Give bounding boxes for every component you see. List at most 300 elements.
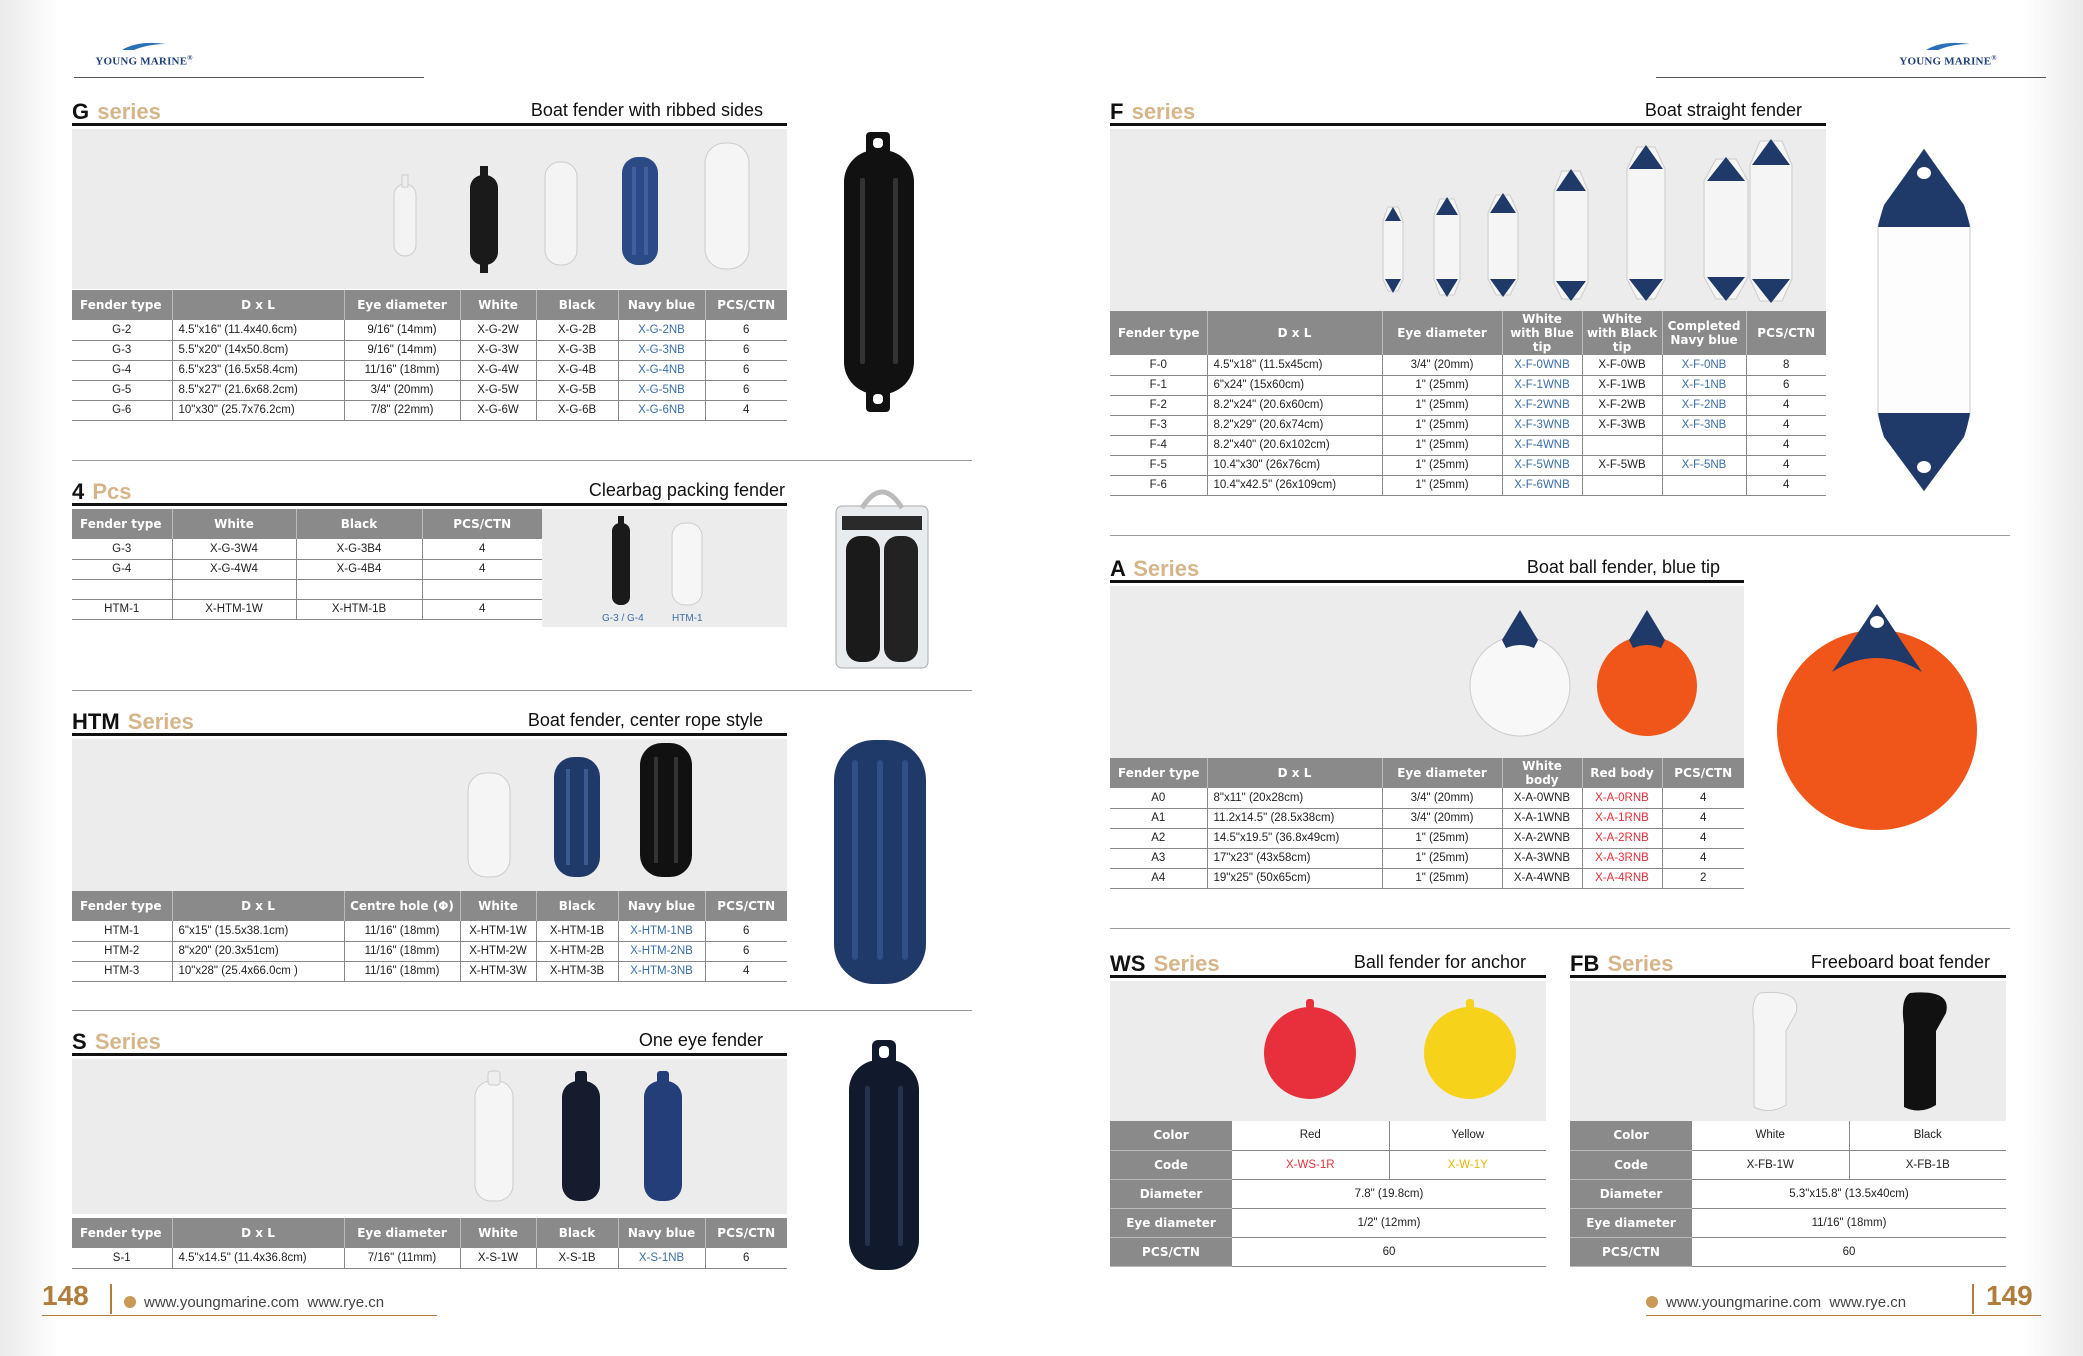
pcs4-header bbox=[72, 476, 787, 506]
cell bbox=[1582, 435, 1662, 455]
cell: 11/16" (18mm) bbox=[344, 941, 460, 961]
cell: X-F-2NB bbox=[1662, 395, 1746, 415]
cell: X-F-5WNB bbox=[1502, 455, 1582, 475]
g-series-table bbox=[72, 290, 787, 421]
series-code: FB bbox=[1570, 951, 1600, 976]
ball-fender-white-image bbox=[1470, 610, 1570, 736]
cell: G-3 bbox=[72, 539, 172, 559]
series-title: Freeboard boat fender bbox=[1810, 952, 1990, 972]
cell: 3/4" (20mm) bbox=[344, 380, 460, 400]
cell: G-5 bbox=[72, 380, 172, 400]
table-row bbox=[72, 380, 787, 400]
cell: X-S-1W bbox=[460, 1248, 536, 1268]
col-header: Navy blue bbox=[618, 891, 705, 921]
cell: 4.5"x14.5" (11.4x36.8cm) bbox=[172, 1248, 344, 1268]
fender-black-image bbox=[470, 166, 498, 273]
col-header: D x L bbox=[1207, 311, 1382, 355]
cell bbox=[1662, 475, 1746, 495]
col-header: Navy blue bbox=[618, 1218, 705, 1248]
cell bbox=[72, 579, 172, 599]
table-header-row bbox=[72, 891, 787, 921]
footer-url-left[interactable] bbox=[124, 1294, 384, 1311]
cell: A4 bbox=[1110, 868, 1207, 888]
cell: 6 bbox=[705, 340, 787, 360]
cell: 4 bbox=[422, 539, 542, 559]
cell: HTM-1 bbox=[72, 599, 172, 619]
freeboard-fender-white-image bbox=[1753, 992, 1797, 1110]
series-title: Boat fender, center rope style bbox=[527, 710, 763, 730]
table-row bbox=[1110, 355, 1826, 375]
fb-fender-images bbox=[1570, 981, 2006, 1121]
col-header: Black bbox=[536, 891, 618, 921]
cell: X-HTM-1B bbox=[296, 599, 422, 619]
cell: X-HTM-3W bbox=[460, 961, 536, 981]
cell: X-HTM-2B bbox=[536, 941, 618, 961]
cell bbox=[172, 579, 296, 599]
cell: 5.3"x15.8" (13.5x40cm) bbox=[1692, 1179, 2006, 1208]
cell: 6"x24" (15x60cm) bbox=[1207, 375, 1382, 395]
cell: 6 bbox=[705, 1248, 787, 1268]
cell: 7/16" (11mm) bbox=[344, 1248, 460, 1268]
s-fender-images bbox=[72, 1059, 787, 1214]
table-row bbox=[72, 921, 787, 941]
col-header: D x L bbox=[172, 290, 344, 320]
table-row bbox=[1110, 395, 1826, 415]
series-title: Boat ball fender, blue tip bbox=[1526, 557, 1720, 577]
cell bbox=[1662, 435, 1746, 455]
cell: 4 bbox=[1662, 848, 1744, 868]
col-header: Eye diameter bbox=[344, 1218, 460, 1248]
cell: X-F-0WB bbox=[1582, 355, 1662, 375]
cell: 11/16" (18mm) bbox=[344, 921, 460, 941]
col-header: Completed Navy blue bbox=[1662, 311, 1746, 355]
fender-navy-image bbox=[644, 1071, 682, 1201]
col-header: D x L bbox=[172, 891, 344, 921]
table-row bbox=[1110, 868, 1744, 888]
cell: HTM-2 bbox=[72, 941, 172, 961]
cell bbox=[1582, 475, 1662, 495]
cell: 17"x23" (43x58cm) bbox=[1207, 848, 1382, 868]
table-header-row bbox=[72, 1218, 787, 1248]
cell: 1" (25mm) bbox=[1382, 435, 1502, 455]
cell: 8"x11" (20x28cm) bbox=[1207, 788, 1382, 808]
cell: X-A-1WNB bbox=[1502, 808, 1582, 828]
cell: 4 bbox=[422, 599, 542, 619]
table-row bbox=[1570, 1121, 2006, 1150]
g-series-header bbox=[72, 96, 787, 126]
fender-white-mid-image bbox=[545, 162, 577, 265]
series-word: Series bbox=[127, 709, 194, 734]
table-row bbox=[1110, 435, 1826, 455]
cell: 4.5"x16" (11.4x40.6cm) bbox=[172, 320, 344, 340]
cell: 4 bbox=[1746, 475, 1826, 495]
cell: X-G-4B4 bbox=[296, 559, 422, 579]
fb-series-header bbox=[1570, 948, 2006, 978]
brand-logo-left bbox=[84, 40, 204, 68]
fender-f0-image bbox=[1383, 207, 1403, 293]
ws-series-table bbox=[1110, 1121, 1546, 1267]
cell: X-G-5W bbox=[460, 380, 536, 400]
cell: X-G-4B bbox=[536, 360, 618, 380]
htm-series-header bbox=[72, 706, 787, 736]
s-hero-fender-image bbox=[845, 1036, 925, 1272]
cell: 10.4"x30" (26x76cm) bbox=[1207, 455, 1382, 475]
table-row bbox=[1570, 1208, 2006, 1237]
cell: X-F-3WB bbox=[1582, 415, 1662, 435]
fender-white-large-image bbox=[705, 143, 749, 269]
cell: X-F-1WB bbox=[1582, 375, 1662, 395]
website-link-2[interactable]: www.rye.cn bbox=[1829, 1294, 1907, 1311]
col-header: PCS/CTN bbox=[1662, 758, 1744, 788]
fender-navy-image bbox=[622, 157, 658, 265]
col-header: White body bbox=[1502, 758, 1582, 788]
fender-navy-image bbox=[554, 757, 600, 877]
website-link[interactable]: www.youngmarine.com bbox=[144, 1294, 300, 1311]
cell: F-0 bbox=[1110, 355, 1207, 375]
cell: X-G-6W bbox=[460, 400, 536, 420]
table-row bbox=[72, 340, 787, 360]
table-header-row bbox=[72, 509, 542, 539]
col-header: Eye diameter bbox=[1382, 311, 1502, 355]
cell: 4 bbox=[705, 400, 787, 420]
g-hero-fender-image bbox=[840, 128, 920, 418]
cell: 1" (25mm) bbox=[1382, 455, 1502, 475]
row-header: PCS/CTN bbox=[1110, 1237, 1232, 1266]
cell: X-FB-1B bbox=[1849, 1150, 2006, 1179]
fender-black-small-image bbox=[612, 516, 630, 605]
col-header: D x L bbox=[172, 1218, 344, 1248]
cell: X-HTM-2W bbox=[460, 941, 536, 961]
logo-wave-icon bbox=[120, 40, 168, 52]
cell: 6 bbox=[705, 380, 787, 400]
series-code: S bbox=[72, 1029, 87, 1054]
cell: X-A-3WNB bbox=[1502, 848, 1582, 868]
col-header: PCS/CTN bbox=[1746, 311, 1826, 355]
series-title: Boat fender with ribbed sides bbox=[530, 100, 763, 120]
cell: 9/16" (14mm) bbox=[344, 320, 460, 340]
cell: A2 bbox=[1110, 828, 1207, 848]
cell: 10"x30" (25.7x76.2cm) bbox=[172, 400, 344, 420]
cell: A0 bbox=[1110, 788, 1207, 808]
cell: A3 bbox=[1110, 848, 1207, 868]
right-gutter-shade bbox=[2023, 0, 2083, 1356]
cell: 60 bbox=[1232, 1237, 1546, 1266]
cell: White bbox=[1692, 1121, 1849, 1150]
series-word: series bbox=[97, 99, 161, 124]
fender-f6-image bbox=[1750, 139, 1792, 303]
cell: X-HTM-3B bbox=[536, 961, 618, 981]
s-series-header bbox=[72, 1026, 787, 1056]
cell: X-G-2NB bbox=[618, 320, 705, 340]
series-title: Ball fender for anchor bbox=[1353, 952, 1526, 972]
table-row bbox=[1110, 455, 1826, 475]
cell: 8 bbox=[1746, 355, 1826, 375]
cell: 19"x25" (50x65cm) bbox=[1207, 868, 1382, 888]
col-header: Red body bbox=[1582, 758, 1662, 788]
a-ball-fender-images bbox=[1110, 586, 1744, 758]
table-row bbox=[1570, 1150, 2006, 1179]
col-header: Navy blue bbox=[618, 290, 705, 320]
cell: X-G-3W bbox=[460, 340, 536, 360]
table-row bbox=[1110, 415, 1826, 435]
cell: 6 bbox=[705, 360, 787, 380]
cell: G-2 bbox=[72, 320, 172, 340]
photo-label: HTM-1 bbox=[672, 613, 703, 624]
photo-label: G-3 / G-4 bbox=[602, 613, 644, 624]
fender-f2-image bbox=[1488, 193, 1518, 297]
website-link-2[interactable]: www.rye.cn bbox=[307, 1294, 385, 1311]
htm-series-photo bbox=[72, 739, 787, 891]
cell: 9/16" (14mm) bbox=[344, 340, 460, 360]
cell: 1" (25mm) bbox=[1382, 375, 1502, 395]
htm-fender-images bbox=[72, 739, 787, 891]
ball-fender-orange-image bbox=[1597, 610, 1697, 736]
left-gutter-shade bbox=[0, 0, 60, 1356]
section-divider bbox=[72, 690, 972, 691]
cell: X-HTM-1W bbox=[172, 599, 296, 619]
cell: X-G-5B bbox=[536, 380, 618, 400]
website-link[interactable]: www.youngmarine.com bbox=[1666, 1294, 1822, 1311]
header-rule-right bbox=[1656, 77, 2046, 78]
cell: 6 bbox=[705, 320, 787, 340]
cell: X-F-0NB bbox=[1662, 355, 1746, 375]
cell: X-F-0WNB bbox=[1502, 355, 1582, 375]
table-row bbox=[72, 599, 542, 619]
section-divider bbox=[1110, 535, 2010, 536]
logo-wave-icon bbox=[1924, 40, 1972, 52]
col-header: D x L bbox=[1207, 758, 1382, 788]
row-header: PCS/CTN bbox=[1570, 1237, 1692, 1266]
cell: 4 bbox=[1746, 415, 1826, 435]
cell: X-G-4W4 bbox=[172, 559, 296, 579]
a-series-header bbox=[1110, 553, 1744, 583]
cell: X-G-6NB bbox=[618, 400, 705, 420]
globe-icon bbox=[124, 1296, 136, 1308]
cell: 6.5"x23" (16.5x58.4cm) bbox=[172, 360, 344, 380]
col-header: Eye diameter bbox=[344, 290, 460, 320]
fender-black-image bbox=[640, 743, 692, 877]
cell: 1" (25mm) bbox=[1382, 848, 1502, 868]
globe-icon bbox=[1646, 1296, 1658, 1308]
cell: F-5 bbox=[1110, 455, 1207, 475]
series-word: Pcs bbox=[92, 479, 132, 504]
table-row bbox=[72, 320, 787, 340]
ws-series-photo bbox=[1110, 981, 1546, 1121]
col-header: Fender type bbox=[1110, 758, 1207, 788]
section-divider bbox=[72, 1010, 972, 1011]
cell: 8"x20" (20.3x51cm) bbox=[172, 941, 344, 961]
cell: 11/16" (18mm) bbox=[344, 360, 460, 380]
series-code: WS bbox=[1110, 951, 1146, 976]
brand-logo-right bbox=[1888, 40, 2008, 68]
table-row bbox=[72, 360, 787, 380]
col-header: PCS/CTN bbox=[705, 891, 787, 921]
cell: 8.2"x40" (20.6x102cm) bbox=[1207, 435, 1382, 455]
pcs4-fender-images bbox=[542, 509, 787, 627]
table-row bbox=[1110, 808, 1744, 828]
table-header-row bbox=[72, 290, 787, 320]
col-header: Fender type bbox=[72, 509, 172, 539]
table-row bbox=[1110, 828, 1744, 848]
cell: 2 bbox=[1662, 868, 1744, 888]
cell: X-HTM-1W bbox=[460, 921, 536, 941]
table-row bbox=[72, 941, 787, 961]
pcs4-table bbox=[72, 509, 542, 620]
cell: 4 bbox=[1746, 435, 1826, 455]
cell: X-F-3WNB bbox=[1502, 415, 1582, 435]
col-header: PCS/CTN bbox=[422, 509, 542, 539]
row-header: Code bbox=[1110, 1150, 1232, 1179]
cell: F-6 bbox=[1110, 475, 1207, 495]
cell: 10"x28" (25.4x66.0cm ) bbox=[172, 961, 344, 981]
cell: G-4 bbox=[72, 360, 172, 380]
cell: 1/2" (12mm) bbox=[1232, 1208, 1546, 1237]
ws-series-header bbox=[1110, 948, 1546, 978]
cell: X-F-2WB bbox=[1582, 395, 1662, 415]
cell: 14.5"x19.5" (36.8x49cm) bbox=[1207, 828, 1382, 848]
cell: 7/8" (22mm) bbox=[344, 400, 460, 420]
row-header: Eye diameter bbox=[1110, 1208, 1232, 1237]
fender-black-image bbox=[562, 1071, 600, 1201]
s-series-table bbox=[72, 1218, 787, 1269]
cell: 1" (25mm) bbox=[1382, 828, 1502, 848]
col-header: Black bbox=[536, 1218, 618, 1248]
section-divider bbox=[1110, 928, 2010, 929]
htm-hero-fender-image bbox=[830, 738, 930, 986]
g-series-photo bbox=[72, 129, 787, 289]
series-code: F bbox=[1110, 99, 1124, 124]
fender-f5-image bbox=[1704, 157, 1748, 301]
cell: X-S-1NB bbox=[618, 1248, 705, 1268]
series-code: A bbox=[1110, 556, 1126, 581]
series-title: Boat straight fender bbox=[1644, 100, 1802, 120]
cell: X-A-0RNB bbox=[1582, 788, 1662, 808]
brand-mark: ® bbox=[187, 54, 193, 62]
fender-f3-image bbox=[1554, 169, 1588, 301]
cell: 6 bbox=[1746, 375, 1826, 395]
table-row bbox=[1110, 475, 1826, 495]
cell: X-F-5WB bbox=[1582, 455, 1662, 475]
series-word: Series bbox=[1607, 951, 1674, 976]
cell: X-G-4NB bbox=[618, 360, 705, 380]
table-row bbox=[1110, 1121, 1546, 1150]
col-header: White bbox=[460, 891, 536, 921]
col-header: Fender type bbox=[1110, 311, 1207, 355]
page-number-bar bbox=[110, 1284, 112, 1314]
cell: 8.2"x24" (20.6x60cm) bbox=[1207, 395, 1382, 415]
cell: X-G-3B bbox=[536, 340, 618, 360]
ball-yellow-image bbox=[1424, 999, 1516, 1099]
table-row bbox=[1110, 375, 1826, 395]
row-header: Color bbox=[1570, 1121, 1692, 1150]
cell: 3/4" (20mm) bbox=[1382, 788, 1502, 808]
footer-rule-left bbox=[42, 1315, 437, 1316]
cell: X-HTM-1NB bbox=[618, 921, 705, 941]
table-row bbox=[1570, 1237, 2006, 1266]
cell: Yellow bbox=[1389, 1121, 1546, 1150]
cell: X-G-2W bbox=[460, 320, 536, 340]
cell: X-F-1NB bbox=[1662, 375, 1746, 395]
cell: 1" (25mm) bbox=[1382, 395, 1502, 415]
pcs4-photo bbox=[542, 509, 787, 627]
table-row bbox=[72, 559, 542, 579]
col-header: White bbox=[172, 509, 296, 539]
table-row bbox=[72, 400, 787, 420]
cell: X-HTM-2NB bbox=[618, 941, 705, 961]
table-row bbox=[72, 579, 542, 599]
series-word: Series bbox=[1133, 556, 1200, 581]
cell: X-A-3RNB bbox=[1582, 848, 1662, 868]
table-header-row bbox=[1110, 311, 1826, 355]
col-header: White bbox=[460, 290, 536, 320]
footer-rule-right bbox=[1646, 1315, 2041, 1316]
row-header: Color bbox=[1110, 1121, 1232, 1150]
cell: G-6 bbox=[72, 400, 172, 420]
cell: 4 bbox=[705, 961, 787, 981]
page-number-bar bbox=[1972, 1284, 1974, 1314]
table-row bbox=[72, 1248, 787, 1268]
series-word: series bbox=[1131, 99, 1196, 124]
cell: HTM-3 bbox=[72, 961, 172, 981]
footer-url-right[interactable] bbox=[1646, 1294, 1906, 1311]
fender-white-image bbox=[475, 1071, 513, 1201]
cell: 4 bbox=[1662, 808, 1744, 828]
cell: 11/16" (18mm) bbox=[344, 961, 460, 981]
cell: 4.5"x18" (11.5x45cm) bbox=[1207, 355, 1382, 375]
col-header: White bbox=[460, 1218, 536, 1248]
col-header: PCS/CTN bbox=[705, 1218, 787, 1248]
series-word: Series bbox=[1153, 951, 1220, 976]
col-header: Fender type bbox=[72, 891, 172, 921]
cell: 4 bbox=[1662, 828, 1744, 848]
cell: X-G-3NB bbox=[618, 340, 705, 360]
cell: 8.2"x29" (20.6x74cm) bbox=[1207, 415, 1382, 435]
htm-series-table bbox=[72, 891, 787, 982]
brand-mark: ® bbox=[1991, 54, 1997, 62]
table-row bbox=[1110, 1237, 1546, 1266]
cell: 60 bbox=[1692, 1237, 2006, 1266]
cell: 11.2x14.5" (28.5x38cm) bbox=[1207, 808, 1382, 828]
section-divider bbox=[72, 460, 972, 461]
cell: X-A-1RNB bbox=[1582, 808, 1662, 828]
cell: S-1 bbox=[72, 1248, 172, 1268]
cell: X-G-6B bbox=[536, 400, 618, 420]
cell: F-2 bbox=[1110, 395, 1207, 415]
cell: F-4 bbox=[1110, 435, 1207, 455]
cell: 7.8" (19.8cm) bbox=[1232, 1179, 1546, 1208]
cell: X-WS-1R bbox=[1232, 1150, 1389, 1179]
table-row bbox=[1110, 1208, 1546, 1237]
cell: X-F-4WNB bbox=[1502, 435, 1582, 455]
series-code: 4 bbox=[72, 479, 85, 504]
cell bbox=[296, 579, 422, 599]
cell: 6"x15" (15.5x38.1cm) bbox=[172, 921, 344, 941]
cell: F-1 bbox=[1110, 375, 1207, 395]
cell: X-HTM-3NB bbox=[618, 961, 705, 981]
f-series-header bbox=[1110, 96, 1826, 126]
cell: X-G-3W4 bbox=[172, 539, 296, 559]
cell: X-A-2RNB bbox=[1582, 828, 1662, 848]
cell: 3/4" (20mm) bbox=[1382, 808, 1502, 828]
fender-white-image bbox=[468, 773, 510, 877]
cell: 10.4"x42.5" (26x109cm) bbox=[1207, 475, 1382, 495]
cell: X-A-0WNB bbox=[1502, 788, 1582, 808]
table-row bbox=[1110, 788, 1744, 808]
col-header: Eye diameter bbox=[1382, 758, 1502, 788]
cell: X-A-4RNB bbox=[1582, 868, 1662, 888]
cell: 4 bbox=[422, 559, 542, 579]
fender-white-small-image bbox=[672, 523, 702, 605]
